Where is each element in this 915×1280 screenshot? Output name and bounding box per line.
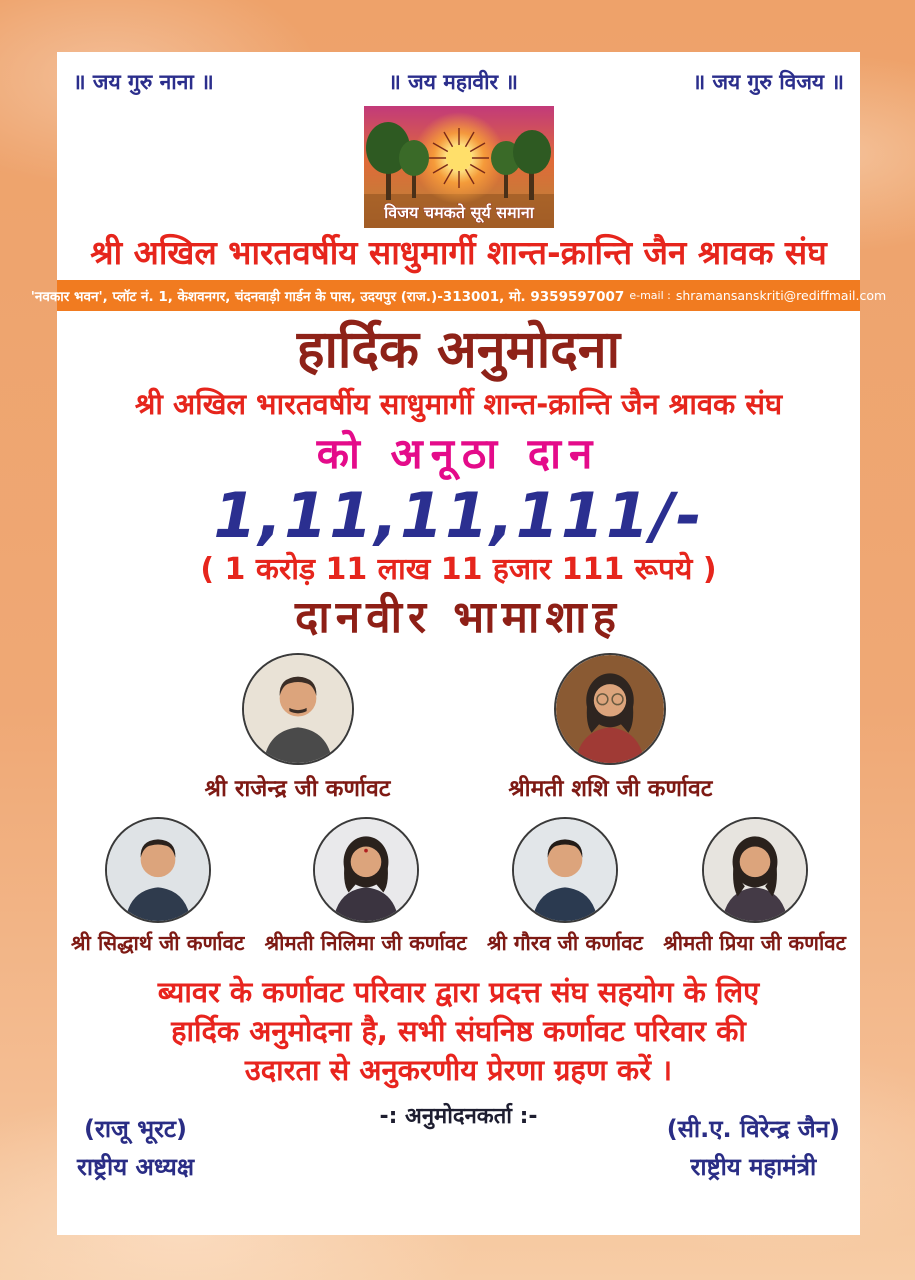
donor-photo [105,817,211,923]
female-avatar-icon [704,819,806,921]
donor-row-2 [57,817,860,957]
announcement-org-line: श्री अखिल भारतवर्षीय साधुमार्गी शान्त-क्रान्ति जैन श्रावक संघ [134,386,783,421]
donor-shashi [508,653,712,803]
donor-nilima [265,817,467,957]
donor-siddharth [71,817,244,957]
donor-gaurav [487,817,643,957]
donation-amount: 1,11,11,111/- [213,478,704,552]
logo-sun-core [446,145,472,171]
donation-amount-words: ( 1 करोड़ 11 लाख 11 हजार 111 रूपये ) [200,551,717,587]
signature-right-title: राष्ट्रीय महामंत्री [690,1152,817,1181]
approver-label: -: अनुमोदनकर्ता :- [379,1103,538,1129]
donor-priya [663,817,846,957]
donor-photo [554,653,666,765]
sun-logo [364,106,554,228]
male-avatar-icon [107,819,209,921]
signature-left-name: (राजू भूरट) [84,1115,187,1144]
donor-name: श्रीमती शशि जी कर्णावट [508,775,713,802]
donor-photo [313,817,419,923]
invocation-center: ॥ जय महावीर ॥ [388,70,519,94]
donor-row-1 [57,653,860,803]
commendation-message [57,973,860,1090]
donor-name: श्रीमती प्रिया जी कर्णावट [663,930,846,955]
address-text: 'नवकार भवन', प्लॉट नं. 1, केशवनगर, चंदनवाड़ी गार्डन के पास, उदयपुर (राज.)-313001, मो. 9359597007 [30,288,625,305]
female-avatar-icon [556,655,664,763]
org-title: श्री अखिल भारतवर्षीय साधुमार्गी शान्त-क्रान्ति जैन श्रावक संघ [90,233,827,272]
logo-caption: विजय चमकते सूर्य समाना [383,203,534,222]
message-line-3: उदारता से अनुकरणीय प्रेरणा ग्रहण करें । [244,1052,673,1087]
announcement-heading: हार्दिक अनुमोदना [296,320,621,381]
donor-name: श्री सिद्धार्थ जी कर्णावट [71,930,245,955]
signature-left [77,1111,194,1185]
signature-right [667,1111,840,1185]
donor-photo [702,817,808,923]
invocation-left: ॥ जय गुरु नाना ॥ [73,70,214,94]
donor-title: दानवीर भामाशाह [294,591,623,643]
footer-signatures [57,1094,860,1194]
donor-name: श्री राजेन्द्र जी कर्णावट [204,775,391,802]
invocation-right: ॥ जय गुरु विजय ॥ [692,70,844,94]
donor-name: श्रीमती निलिमा जी कर्णावट [264,930,467,955]
email-label: e-mail : [629,289,671,303]
female-avatar-icon [315,819,417,921]
donor-photo [512,817,618,923]
poster-sheet [30,52,887,1235]
signature-left-title: राष्ट्रीय अध्यक्ष [77,1152,195,1181]
donor-name: श्री गौरव जी कर्णावट [486,930,643,955]
donor-photo [242,653,354,765]
address-bar [30,280,887,311]
donor-rajendra [205,653,391,803]
message-line-1: ब्यावर के कर्णावट परिवार द्वारा प्रदत्त संघ सहयोग के लिए [157,974,760,1009]
sun-logo-image [364,106,554,228]
invocation-row [57,52,860,96]
male-avatar-icon [514,819,616,921]
email-address: shramansanskriti@rediffmail.com [675,288,887,304]
signature-right-name: (सी.ए. विरेन्द्र जैन) [666,1115,840,1144]
male-avatar-icon [244,655,352,763]
message-line-2: हार्दिक अनुमोदना है, सभी संघनिष्ठ कर्णावट परिवार की [171,1013,746,1048]
announcement-subheading: को अनूठा दान [316,429,601,479]
